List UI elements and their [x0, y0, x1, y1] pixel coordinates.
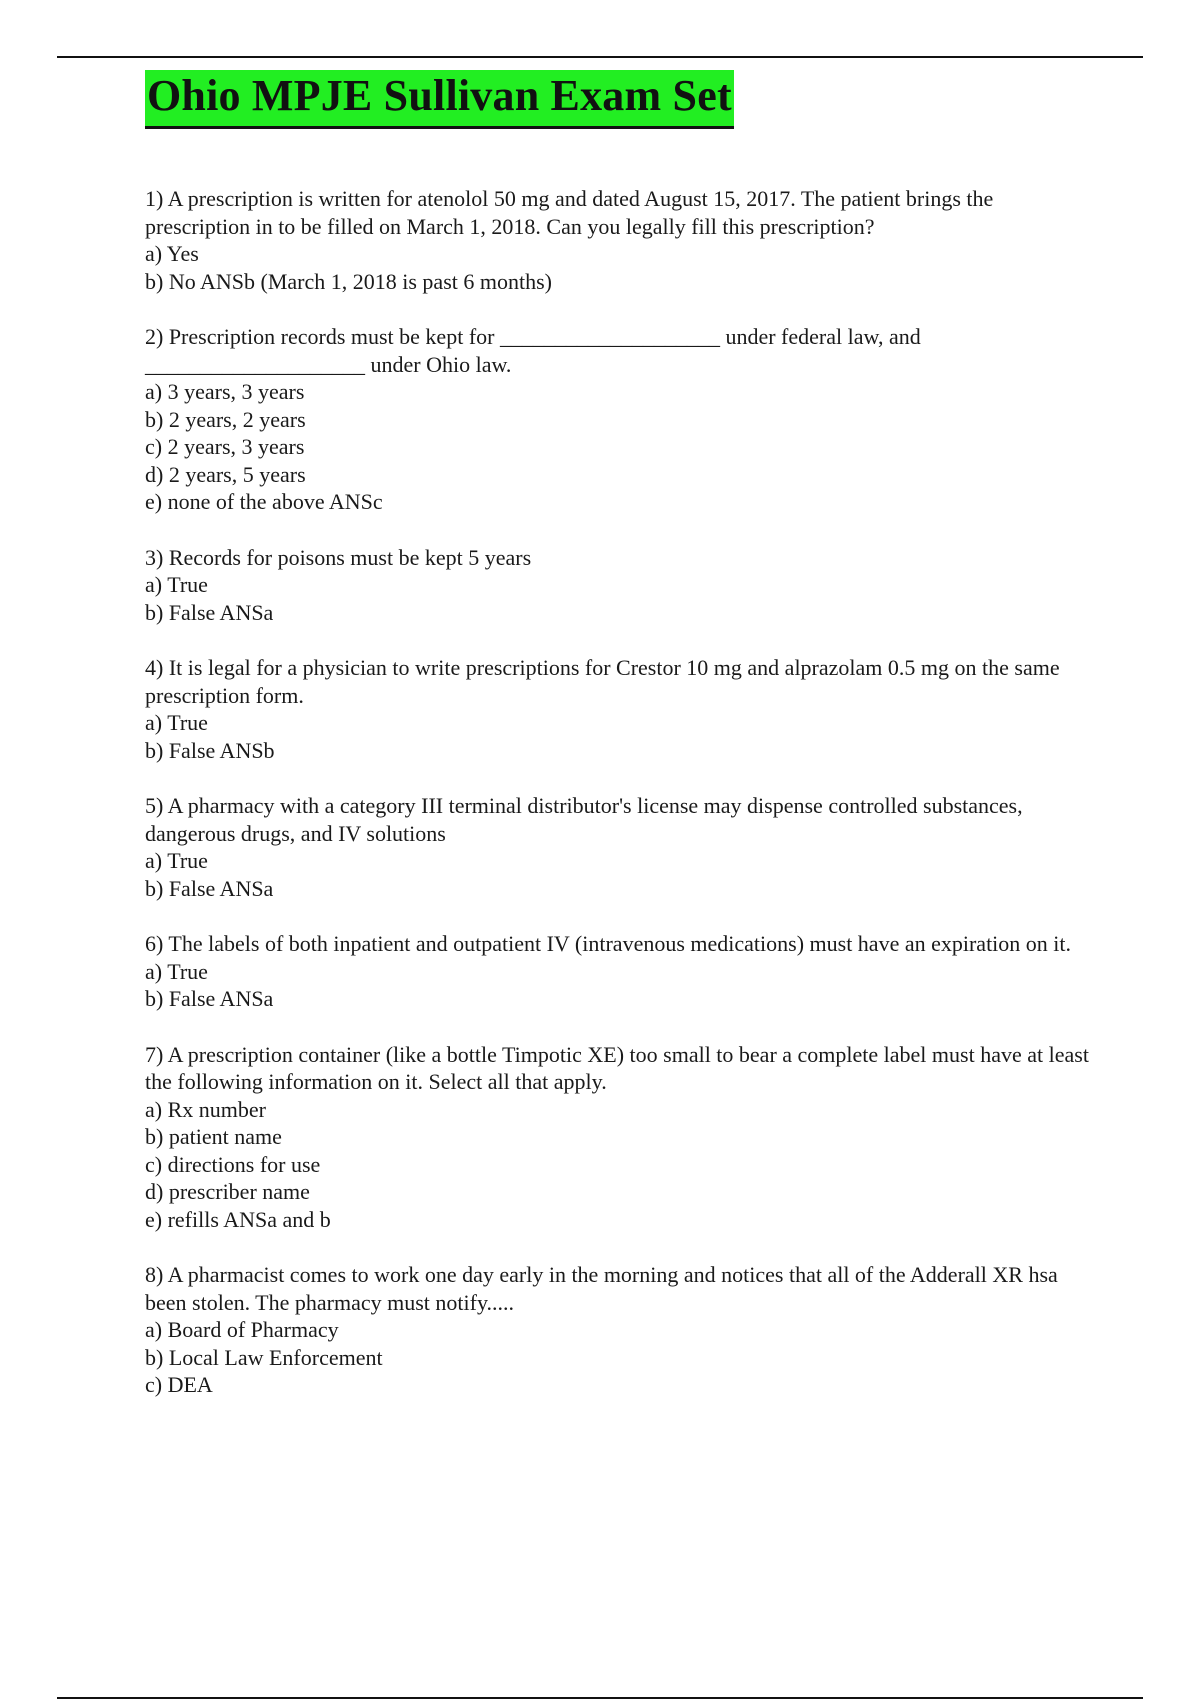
document-body	[145, 70, 1090, 1427]
answer-option: b) Local Law Enforcement	[145, 1344, 383, 1370]
answer-option: b) 2 years, 2 years	[145, 406, 306, 432]
answer-option: c) 2 years, 3 years	[145, 434, 305, 459]
question-stem: 4) It is legal for a physician to write prescriptions for Crestor 10 mg and alprazolam 0.5 mg on the same prescription form.	[145, 655, 1060, 708]
answer-option: a) True	[145, 572, 208, 597]
question-stem: 6) The labels of both inpatient and outpatient IV (intravenous medications) must have an expiration on it.	[145, 931, 1072, 956]
question-8	[145, 1261, 1090, 1399]
question-7	[145, 1041, 1090, 1234]
answer-option: a) Board of Pharmacy	[145, 1317, 339, 1342]
question-2	[145, 323, 1090, 516]
answer-option: d) 2 years, 5 years	[145, 461, 306, 487]
answer-option: c) DEA	[145, 1372, 213, 1397]
answer-option: b) False ANSa	[145, 875, 274, 901]
question-stem: 5) A pharmacy with a category III terminal distributor's license may dispense controlled substances, dangerous drugs, and IV solutions	[145, 793, 1023, 846]
answer-option: c) directions for use	[145, 1151, 321, 1177]
question-4	[145, 654, 1090, 764]
question-3	[145, 544, 1090, 627]
answer-option: a) Yes	[145, 241, 199, 266]
answer-option: a) True	[145, 848, 208, 873]
answer-option: a) True	[145, 710, 208, 735]
title-highlight	[145, 70, 734, 129]
answer-option: e) none of the above ANSc	[145, 489, 383, 514]
answer-option: b) False ANSb	[145, 737, 275, 763]
question-1	[145, 185, 1090, 295]
question-stem: 3) Records for poisons must be kept 5 years	[145, 544, 532, 570]
question-stem: 2) Prescription records must be kept for ____________________ under federal law, and ____________________ under Ohio law.	[145, 324, 921, 377]
answer-option: a) True	[145, 958, 208, 984]
answer-option: b) patient name	[145, 1124, 282, 1149]
answer-option: b) False ANSa	[145, 986, 274, 1011]
question-stem: 1) A prescription is written for atenolol 50 mg and dated August 15, 2017. The patient brings the prescription in to be filled on March 1, 2018. Can you legally fill this prescription?	[145, 186, 994, 239]
answer-option: b) No ANSb (March 1, 2018 is past 6 months)	[145, 268, 552, 294]
top-rule	[57, 56, 1143, 58]
answer-option: a) Rx number	[145, 1096, 266, 1122]
bottom-rule	[57, 1697, 1143, 1699]
question-6	[145, 930, 1090, 1013]
answer-option: e) refills ANSa and b	[145, 1206, 331, 1232]
document-title: Ohio MPJE Sullivan Exam Set	[147, 71, 732, 120]
question-list	[145, 185, 1090, 1399]
question-stem: 7) A prescription container (like a bottle Timpotic XE) too small to bear a complete label must have at least the following information on it. Select all that apply.	[145, 1041, 1089, 1094]
answer-option: a) 3 years, 3 years	[145, 379, 305, 404]
answer-option: d) prescriber name	[145, 1179, 310, 1204]
question-5	[145, 792, 1090, 902]
question-stem: 8) A pharmacist comes to work one day early in the morning and notices that all of the Adderall XR hsa been stolen. The pharmacy must notify.....	[145, 1262, 1058, 1315]
answer-option: b) False ANSa	[145, 599, 274, 625]
